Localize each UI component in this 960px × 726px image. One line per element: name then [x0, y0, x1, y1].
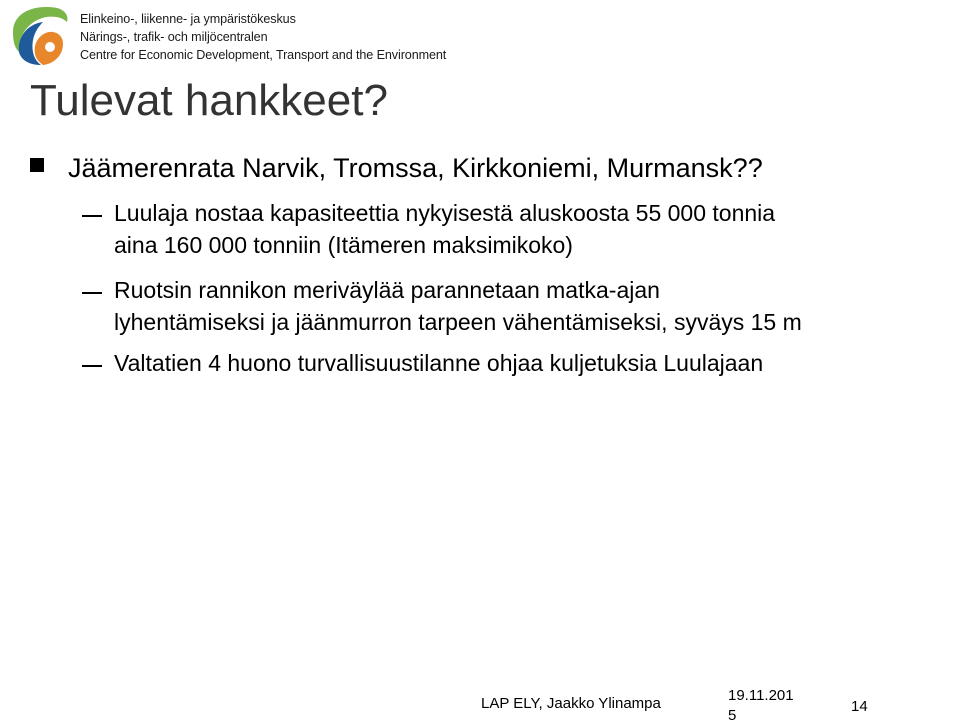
sub-item-line: lyhentämiseksi ja jäänmurron tarpeen vähentämiseksi, syväys 15 m — [114, 309, 802, 335]
square-bullet-icon — [30, 158, 44, 172]
dash-bullet-icon — [82, 292, 102, 294]
ely-centre-logo-icon — [5, 2, 73, 70]
org-name-english: Centre for Economic Development, Transport and the Environment — [80, 48, 447, 62]
dash-bullet-icon — [82, 215, 102, 217]
sub-item-line: Luulaja nostaa kapasiteettia nykyisestä aluskoosta 55 000 tonnia — [114, 200, 776, 226]
page-number: 14 — [851, 698, 868, 715]
footer-author: LAP ELY, Jaakko Ylinampa — [481, 695, 661, 712]
organization-name — [80, 10, 446, 64]
footer-date: 19.11.2015 — [728, 687, 794, 724]
sub-item-line: Valtatien 4 huono turvallisuustilanne ohjaa kuljetuksia Luulajaan — [114, 350, 764, 376]
main-bullet-text: Jäämerenrata Narvik, Tromssa, Kirkkoniemi, Murmansk?? — [68, 153, 763, 183]
org-name-finnish: Elinkeino-, liikenne- ja ympäristökeskus — [80, 12, 296, 26]
org-name-swedish: Närings-, trafik- och miljöcentralen — [80, 30, 268, 44]
dash-bullet-icon — [82, 365, 102, 367]
slide-title: Tulevat hankkeet? — [30, 76, 388, 125]
sub-item-line: Ruotsin rannikon meriväylää parannetaan matka-ajan — [114, 277, 660, 303]
sub-item-line: aina 160 000 tonniin (Itämeren maksimikoko) — [114, 232, 573, 258]
